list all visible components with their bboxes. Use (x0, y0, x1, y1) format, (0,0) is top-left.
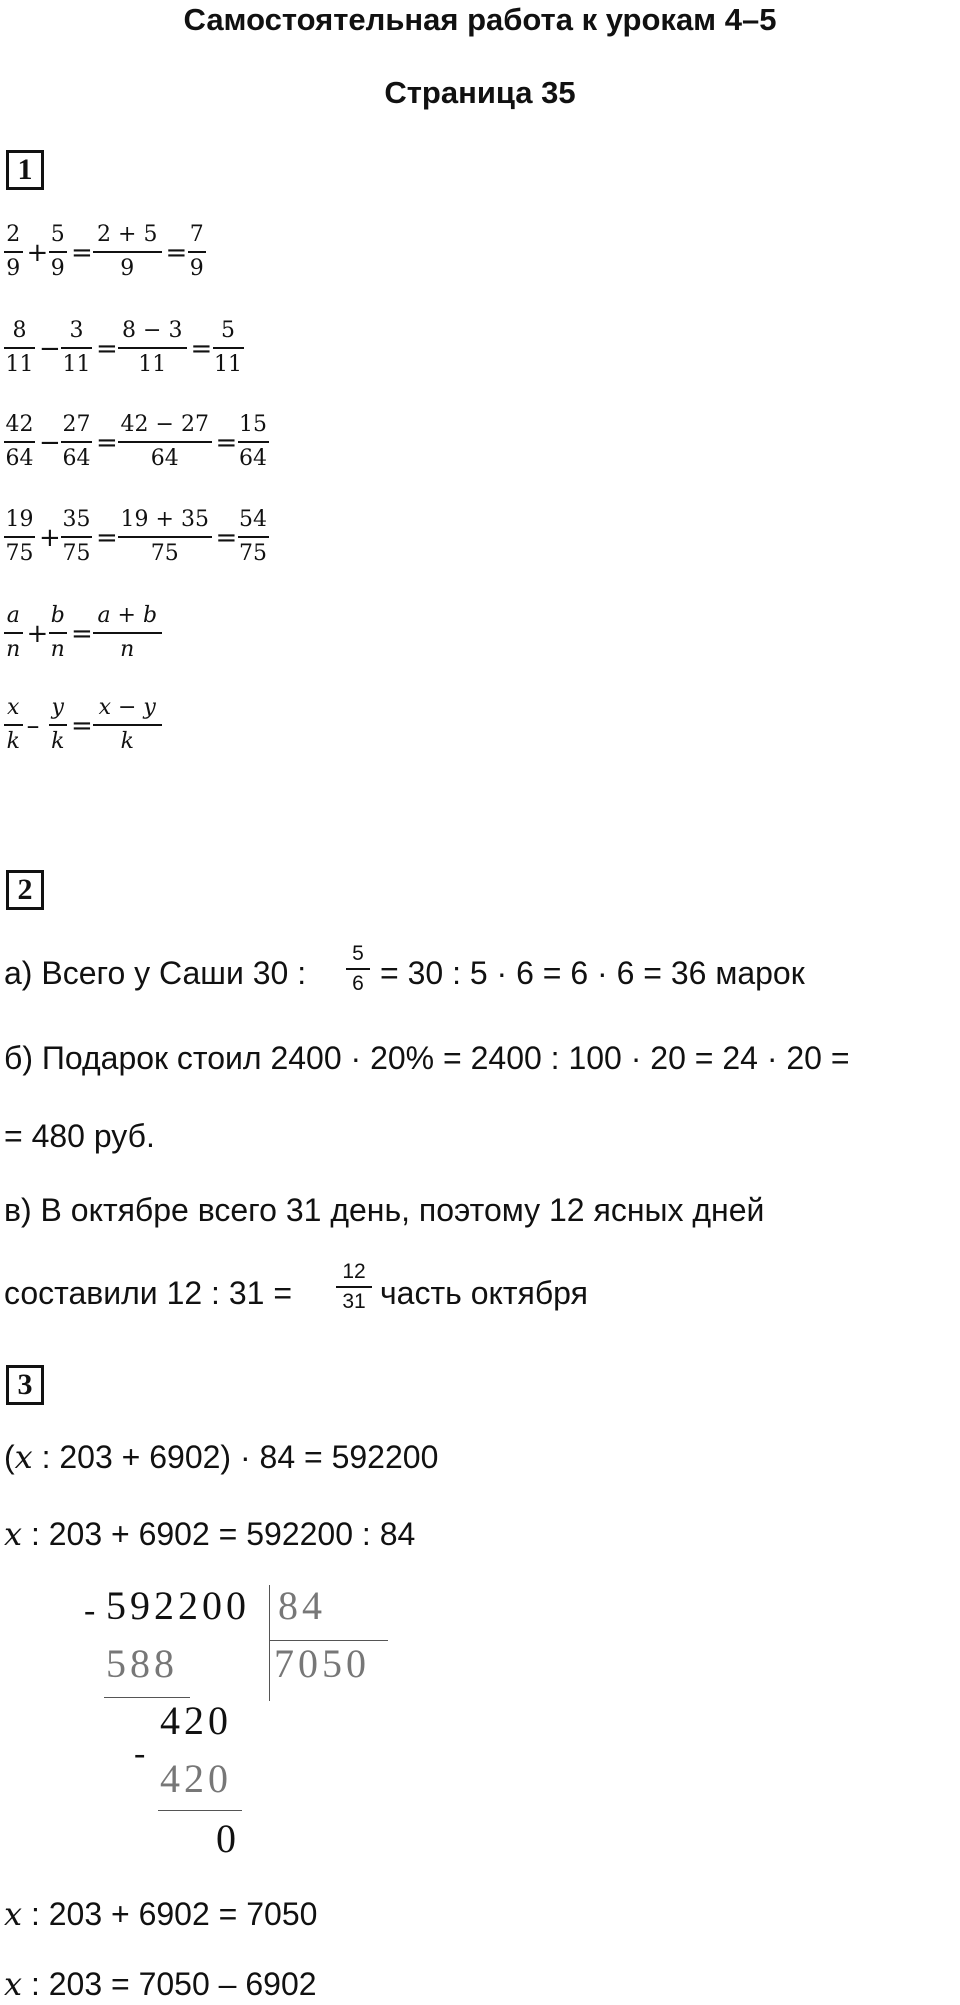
fraction-numerator: 8 (12, 318, 27, 343)
equation-rest: : 203 + 6902) · 84 = 592200 (32, 1439, 439, 1475)
fraction-numerator: 2 (6, 222, 21, 247)
fraction-first (4, 507, 35, 567)
equals-sign: = (96, 428, 118, 458)
fraction-result (188, 222, 207, 282)
division-vertical-line (269, 1585, 270, 1701)
fraction-bar (49, 251, 68, 253)
fraction-bar (4, 536, 35, 538)
fraction-bar (213, 347, 244, 349)
fraction-result (238, 507, 269, 567)
fraction-numerator: 5 (352, 942, 364, 965)
fraction-bar (61, 347, 92, 349)
equation-rest: : 203 = 7050 – 6902 (22, 1966, 317, 2002)
fraction-numerator: a (6, 603, 20, 628)
equals-sign: = (190, 334, 213, 364)
task3-equation-4 (4, 1965, 317, 2003)
fraction-bar (4, 251, 23, 253)
fraction-numerator: 15 (239, 412, 267, 437)
fraction-first (4, 412, 35, 472)
fraction-bar (4, 724, 23, 726)
fraction-bar (49, 632, 68, 634)
fraction-bar (61, 441, 92, 443)
fraction-second (49, 603, 68, 663)
fraction-numerator: 2 + 5 (97, 222, 158, 247)
task2-a-fraction (346, 942, 370, 996)
equals-sign: = (215, 523, 238, 553)
fraction-second (61, 318, 92, 378)
fraction-numerator: 5 (50, 222, 65, 247)
task-number-2: 2 (6, 870, 44, 910)
equals-sign: = (96, 523, 118, 553)
variable-x: x (4, 1965, 23, 2003)
task2-c-line1: в) В октябре всего 31 день, поэтому 12 ясных дней (4, 1192, 765, 1228)
equals-sign: = (96, 334, 118, 364)
operator-sign: − (39, 334, 61, 364)
division-remainder-1: 420 (160, 1698, 232, 1743)
fraction-second (61, 507, 92, 567)
operator-sign: − (39, 428, 61, 458)
fraction-bar (346, 968, 370, 970)
division-minus-2: - (134, 1735, 150, 1772)
fraction-second (61, 412, 92, 472)
fraction-denominator: 75 (5, 541, 34, 566)
task2-b-line1: б) Подарок стоил 2400 · 20% = 2400 : 100 · 20 = 24 · 20 = (4, 1040, 850, 1076)
fraction-denominator: 64 (150, 446, 179, 471)
operator-sign: + (39, 523, 61, 553)
fraction-numerator: 12 (342, 1260, 366, 1283)
fraction-combined (93, 695, 162, 755)
task2-a-result: = 30 : 5 · 6 = 6 · 6 = 36 марок (380, 955, 805, 991)
operator-sign: – (26, 711, 40, 741)
fraction-denominator: 11 (214, 352, 242, 377)
page-number: Страница 35 (384, 75, 576, 110)
division-divisor: 84 (278, 1583, 326, 1628)
fraction-denominator: 64 (5, 446, 34, 471)
task2-c-prefix: составили 12 : 31 = (4, 1275, 292, 1311)
fraction-numerator: 5 (221, 318, 235, 343)
fraction-bar (61, 536, 92, 538)
fraction-bar (4, 441, 35, 443)
fraction-denominator: n (6, 637, 21, 662)
fraction-bar (49, 724, 68, 726)
fraction-numerator: 19 (5, 507, 34, 532)
task2-b-line2: = 480 руб. (4, 1118, 155, 1154)
fraction-result (213, 318, 244, 378)
fraction-bar (188, 251, 207, 253)
fraction-combined (93, 603, 162, 663)
fraction-bar (238, 536, 269, 538)
fraction-numerator: x (7, 695, 20, 720)
division-subtrahend-1: 588 (106, 1641, 178, 1686)
fraction-numerator: x − y (98, 695, 156, 720)
fraction-bar (4, 347, 35, 349)
fraction-numerator: 42 (5, 412, 34, 437)
fraction-denominator: 75 (62, 541, 91, 566)
fraction-combined (93, 222, 162, 282)
fraction-denominator: n (120, 637, 135, 662)
division-subtrahend-2: 420 (160, 1756, 232, 1801)
fraction-bar (118, 536, 212, 538)
variable-x: x (4, 1895, 23, 1933)
fraction-first (4, 222, 23, 282)
fraction-bar (118, 347, 187, 349)
operator-sign: + (26, 619, 49, 649)
fraction-denominator: 11 (5, 352, 34, 377)
task3-equation-3 (4, 1895, 317, 1933)
fraction-denominator: 64 (62, 446, 91, 471)
fraction-bar (4, 632, 23, 634)
fraction-bar (93, 251, 162, 253)
operator-sign: + (26, 238, 49, 268)
fraction-numerator: 35 (62, 507, 91, 532)
fraction-denominator: 9 (120, 256, 135, 281)
fraction-numerator: 42 − 27 (120, 412, 209, 437)
fraction-denominator: n (50, 637, 65, 662)
fraction-bar (93, 632, 162, 634)
fraction-second (49, 695, 68, 755)
fraction-bar (93, 724, 162, 726)
fraction-numerator: 3 (69, 318, 84, 343)
fraction-denominator: 11 (138, 352, 167, 377)
fraction-second (49, 222, 68, 282)
fraction-denominator: 11 (62, 352, 91, 377)
fraction-numerator: a + b (97, 603, 158, 628)
equation-rest: : 203 + 6902 = 7050 (22, 1896, 318, 1932)
fraction-denominator: 9 (6, 256, 21, 281)
fraction-numerator: 54 (239, 507, 267, 532)
fraction-first (4, 695, 23, 755)
fraction-numerator: 8 − 3 (122, 318, 183, 343)
fraction-bar (118, 441, 212, 443)
fraction-bar (238, 441, 269, 443)
equals-sign: = (215, 428, 238, 458)
task2-a-prefix: а) Всего у Саши 30 : (4, 955, 307, 991)
task-number-1: 1 (6, 150, 44, 190)
division-remainder-2: 0 (216, 1816, 240, 1861)
task-number-3: 3 (6, 1365, 44, 1405)
fraction-denominator: k (6, 729, 20, 754)
fraction-combined (118, 412, 212, 472)
variable-x: x (14, 1438, 33, 1476)
division-quotient: 7050 (274, 1641, 370, 1686)
fraction-combined (118, 507, 212, 567)
fraction-denominator: k (120, 729, 134, 754)
equals-sign: = (71, 619, 93, 649)
fraction-numerator: 27 (62, 412, 91, 437)
variable-x: x (4, 1515, 23, 1553)
fraction-denominator: 9 (189, 256, 204, 281)
fraction-bar (336, 1286, 372, 1288)
fraction-numerator: 19 + 35 (120, 507, 209, 532)
fraction-denominator: 31 (342, 1290, 366, 1313)
task3-equation-2 (4, 1515, 415, 1553)
equation-rest: : 203 + 6902 = 592200 : 84 (22, 1516, 416, 1552)
fraction-numerator: 7 (189, 222, 204, 247)
fraction-combined (118, 318, 187, 378)
division-underline-2 (158, 1810, 242, 1811)
task3-equation-1 (4, 1438, 438, 1476)
fraction-denominator: k (51, 729, 65, 754)
fraction-denominator: 75 (239, 541, 267, 566)
equals-sign: = (71, 711, 93, 741)
fraction-denominator: 9 (50, 256, 65, 281)
division-minus-1: - (84, 1592, 100, 1629)
open-paren: ( (4, 1439, 15, 1475)
equals-sign: = (165, 238, 188, 268)
division-dividend: 592200 (106, 1583, 250, 1628)
fraction-result (238, 412, 269, 472)
fraction-first (4, 318, 35, 378)
task2-c-fraction (336, 1260, 372, 1314)
fraction-numerator: b (50, 603, 65, 628)
fraction-denominator: 75 (150, 541, 179, 566)
fraction-first (4, 603, 23, 663)
equals-sign: = (71, 238, 93, 268)
fraction-denominator: 64 (239, 446, 267, 471)
task2-c-suffix: часть октября (380, 1275, 588, 1311)
fraction-numerator: y (51, 695, 64, 720)
fraction-denominator: 6 (352, 972, 364, 995)
worksheet-title: Самостоятельная работа к урокам 4–5 (183, 2, 777, 37)
